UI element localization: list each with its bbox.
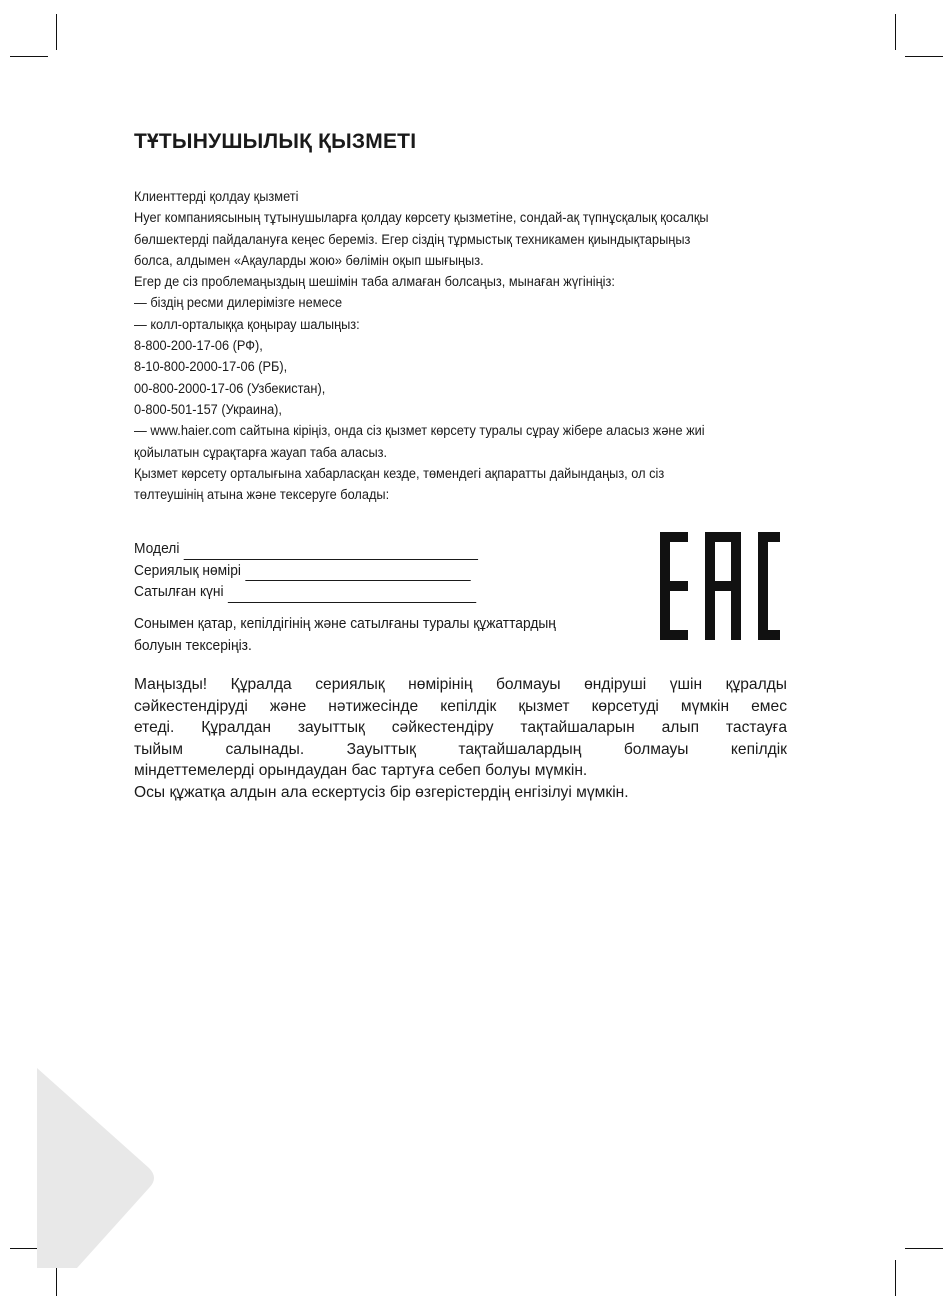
check-documents-note xyxy=(134,613,556,656)
serial-label: Сериялық нөмірі xyxy=(134,561,241,579)
eac-logo-icon xyxy=(660,532,780,640)
serial-row xyxy=(134,560,478,582)
phone-by: 8-10-800-2000-17-06 (РБ), xyxy=(134,359,288,376)
page-corner-triangle-decoration xyxy=(37,1068,155,1268)
model-blank-line xyxy=(184,544,478,560)
support-line: Қызмет көрсету орталығына хабарласқан кезде, төмендегі ақпаратты дайындаңыз, ол сіз xyxy=(134,465,665,482)
crop-mark-top-left-v xyxy=(56,14,57,50)
phone-uz: 00-800-2000-17-06 (Узбекистан), xyxy=(134,380,326,397)
support-line: — колл-орталыққа қоңырау шалыңыз: xyxy=(134,316,360,333)
footer-note: Осы құжатқа алдын ала ескертусіз бір өзгерістердің енгізілуі мүмкін. xyxy=(134,784,629,801)
important-line: тыйым салынады. Зауыттық тақтайшалардың болмауы кепілдік xyxy=(134,740,787,758)
crop-mark-top-right-v xyxy=(895,14,896,50)
important-line: етеді. Құралдан зауыттық сәйкестендіру тақтайшаларын алып тастауға xyxy=(134,719,787,736)
model-row xyxy=(134,538,478,560)
support-line: бөлшектерді пайдалануға кеңес береміз. Егер сіздің тұрмыстық техникамен қиындықтарыңыз xyxy=(134,231,691,248)
important-line: Маңызды! Құралда сериялық нөмірінің болмауы өндіруші үшін құралды xyxy=(134,676,787,693)
crop-mark-bottom-right-h xyxy=(905,1248,943,1249)
crop-mark-top-left-h xyxy=(10,56,48,57)
support-line: — біздің ресми дилерімізге немесе xyxy=(134,295,343,312)
phone-ru: 8-800-200-17-06 (РФ), xyxy=(134,338,263,355)
product-info-form xyxy=(134,538,478,603)
check-line: болуын тексеріңіз. xyxy=(134,636,252,654)
important-line: сәйкестендіруді және нәтижесінде кепілдік қызмет көрсетуді мүмкін емес xyxy=(134,697,787,715)
eac-certification-mark xyxy=(660,532,780,640)
important-notice xyxy=(134,674,787,782)
important-line: міндеттемелерді орындаудан бас тартуға себеп болуы мүмкін. xyxy=(134,762,588,779)
serial-blank-line xyxy=(246,565,471,581)
support-info-block xyxy=(134,187,794,506)
model-label: Моделі xyxy=(134,540,180,557)
support-line: болса, алдымен «Ақауларды жою» бөлімін оқып шығыңыз. xyxy=(134,252,484,269)
support-line: қойылатын сұрақтарға жауап таба аласыз. xyxy=(134,444,388,461)
crop-mark-top-right-h xyxy=(905,56,943,57)
date-blank-line xyxy=(228,587,476,603)
crop-mark-bottom-right-v xyxy=(895,1260,896,1296)
date-row xyxy=(134,581,478,603)
support-line: Клиенттерді қолдау қызметі xyxy=(134,189,299,205)
phone-ua: 0-800-501-157 (Украина), xyxy=(134,401,282,418)
support-line: Нуег компаниясының тұтынушыларға қолдау көрсету қызметіне, сондай-ақ түпнұсқалық қосалқы xyxy=(134,210,709,227)
page-title: ТҰТЫНУШЫЛЫҚ ҚЫЗМЕТІ xyxy=(134,130,417,153)
date-label: Сатылған күні xyxy=(134,583,224,600)
website-line: — www.haier.com сайтына кіріңіз, онда сіз қызмет көрсету туралы сұрау жібере аласыз және жиі xyxy=(134,423,705,440)
check-line: Сонымен қатар, кепілдігінің және сатылғаны туралы құжаттардың xyxy=(134,615,556,632)
support-line: Егер де сіз проблемаңыздың шешімін таба алмаған болсаңыз, мынаған жүгініңіз: xyxy=(134,274,615,291)
support-line: төлтеушінің атына және тексеруге болады: xyxy=(134,487,390,504)
